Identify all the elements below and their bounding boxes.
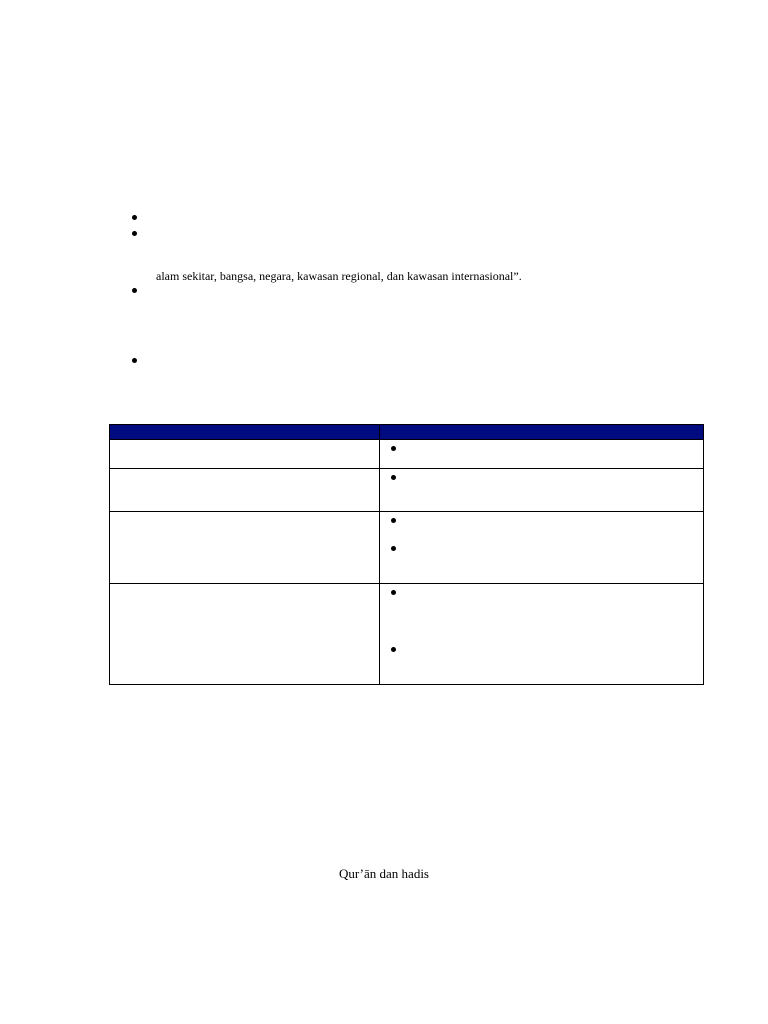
- table-row: [110, 512, 704, 584]
- cell-bullet: [391, 590, 396, 595]
- list-bullet: [132, 288, 137, 293]
- table-cell-left: [110, 512, 380, 584]
- cell-bullet: [391, 647, 396, 652]
- list-item-continuation: alam sekitar, bangsa, negara, kawasan regional, dan kawasan internasional”.: [156, 269, 522, 283]
- cell-bullet: [391, 446, 396, 451]
- table-cell-right: [380, 584, 704, 685]
- table-header-cell: [380, 425, 704, 440]
- table-cell-right: [380, 440, 704, 469]
- content-table: [109, 424, 704, 685]
- table-cell-right: [380, 469, 704, 512]
- cell-bullet: [391, 546, 396, 551]
- table-row: [110, 584, 704, 685]
- table-cell-left: [110, 469, 380, 512]
- footer-caption: Qur’ān dan hadis: [338, 866, 429, 881]
- table-cell-left: [110, 440, 380, 469]
- table-cell-right: [380, 512, 704, 584]
- table-cell-left: [110, 584, 380, 685]
- table-row: [110, 469, 704, 512]
- table-row: [110, 440, 704, 469]
- cell-bullet: [391, 518, 396, 523]
- list-bullet: [132, 231, 137, 236]
- table-header-cell: [110, 425, 380, 440]
- list-bullet: [132, 215, 137, 220]
- table-header-row: [110, 425, 704, 440]
- list-bullet: [132, 358, 137, 363]
- cell-bullet: [391, 475, 396, 480]
